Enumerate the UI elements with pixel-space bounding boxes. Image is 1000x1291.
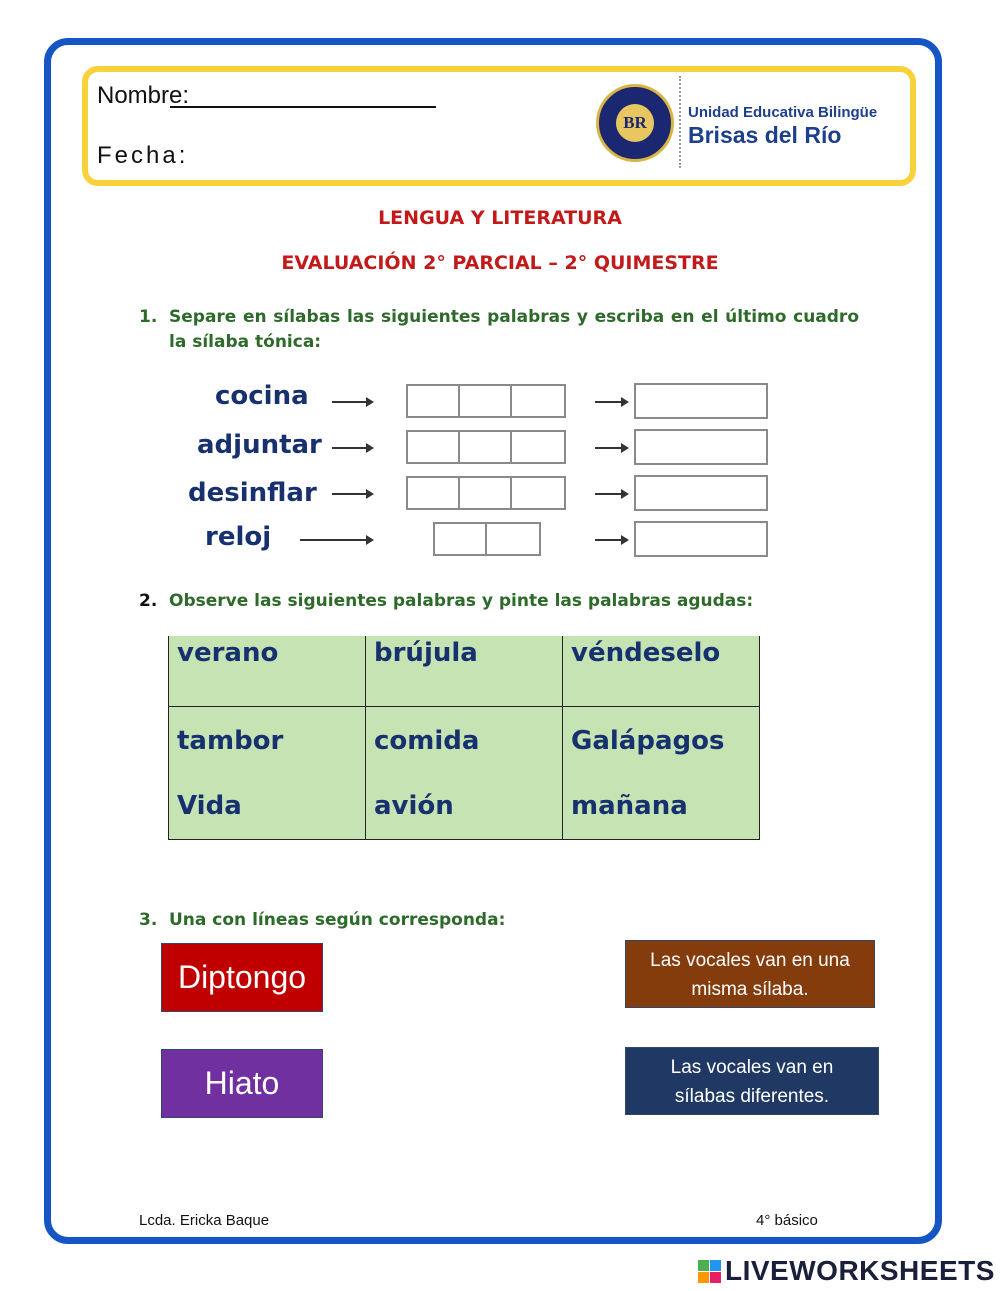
liveworksheets-logo: [698, 1256, 995, 1286]
syllable-boxes-desinflar: [406, 476, 566, 510]
nombre-label: Nombre:: [97, 82, 190, 109]
q1-text: Separe en sílabas las siguientes palabras y escriba en el último cuadro la sílaba tónica:: [169, 307, 859, 352]
arrow-right-icon: [595, 447, 627, 449]
syllable-input[interactable]: [512, 386, 564, 416]
word-adjuntar: adjuntar: [197, 430, 322, 460]
word-cell: [563, 706, 760, 839]
syllable-input[interactable]: [512, 432, 564, 462]
word-manana[interactable]: mañana: [571, 790, 688, 821]
definition-different-syllables[interactable]: [625, 1047, 879, 1115]
word-cell: [366, 706, 563, 839]
syllable-input[interactable]: [408, 478, 460, 508]
q1-number: 1.: [139, 307, 158, 327]
word-avion[interactable]: avión: [374, 790, 454, 821]
word-vendeselo[interactable]: véndeselo: [571, 638, 721, 668]
syllable-input[interactable]: [512, 478, 564, 508]
syllable-input[interactable]: [408, 386, 460, 416]
word-cocina: cocina: [215, 381, 309, 411]
arrow-right-icon: [300, 539, 372, 541]
q3-text: Una con líneas según corresponda:: [169, 910, 506, 930]
syllable-input[interactable]: [460, 478, 512, 508]
arrow-right-icon: [595, 493, 627, 495]
word-desinflar: desinflar: [188, 478, 317, 508]
definition-line: sílabas diferentes.: [674, 1086, 830, 1107]
logo-square: [698, 1272, 709, 1283]
word-vida[interactable]: Vida: [177, 790, 242, 821]
syllable-boxes-reloj: [433, 522, 541, 556]
logo-square: [698, 1260, 709, 1271]
subject-title: LENGUA Y LITERATURA: [378, 207, 622, 229]
logo-square: [710, 1260, 721, 1271]
word-verano[interactable]: verano: [177, 638, 279, 668]
q3-instruction: [139, 908, 859, 933]
word-brujula[interactable]: brújula: [374, 638, 478, 668]
term-diptongo[interactable]: Diptongo: [161, 943, 323, 1012]
table-row: [169, 636, 760, 706]
syllable-boxes-cocina: [406, 384, 566, 418]
arrow-right-icon: [595, 401, 627, 403]
school-name-line1: Unidad Educativa Bilingüe: [688, 104, 878, 121]
arrow-right-icon: [332, 401, 372, 403]
word-comida[interactable]: comida: [374, 725, 480, 756]
nombre-input-line[interactable]: [170, 106, 436, 108]
syllable-input[interactable]: [460, 432, 512, 462]
q2-instruction: [139, 589, 859, 614]
liveworksheets-wordmark: LIVEWORKSHEETS: [725, 1255, 995, 1286]
word-tambor[interactable]: tambor: [177, 725, 284, 756]
fecha-label: Fecha:: [97, 142, 189, 169]
logo-divider: [679, 76, 681, 168]
syllable-input[interactable]: [460, 386, 512, 416]
definition-line: misma sílaba.: [691, 979, 809, 1000]
tonic-syllable-input[interactable]: [634, 475, 768, 511]
tonic-syllable-input[interactable]: [634, 521, 768, 557]
term-hiato[interactable]: Hiato: [161, 1049, 323, 1118]
q2-text: Observe las siguientes palabras y pinte las palabras agudas:: [169, 591, 754, 611]
school-seal-logo: [596, 84, 674, 162]
syllable-input[interactable]: [487, 524, 539, 554]
word-cell[interactable]: [563, 636, 760, 706]
arrow-right-icon: [595, 539, 627, 541]
word-cell: [169, 706, 366, 839]
evaluation-title: EVALUACIÓN 2° PARCIAL – 2° QUIMESTRE: [281, 252, 719, 274]
syllable-input[interactable]: [408, 432, 460, 462]
word-cell[interactable]: [169, 636, 366, 706]
tonic-syllable-input[interactable]: [634, 429, 768, 465]
school-name-line2: Brisas del Río: [688, 122, 842, 148]
logo-square: [710, 1272, 721, 1283]
grade-label: 4° básico: [756, 1212, 818, 1229]
word-reloj: reloj: [205, 522, 272, 552]
q2-number: 2.: [139, 591, 158, 611]
syllable-boxes-adjuntar: [406, 430, 566, 464]
definition-same-syllable[interactable]: [625, 940, 875, 1008]
table-row: [169, 706, 760, 839]
liveworksheets-icon: [698, 1260, 721, 1283]
q3-number: 3.: [139, 910, 158, 930]
teacher-name: Lcda. Ericka Baque: [139, 1212, 270, 1229]
q1-instruction: [139, 305, 859, 355]
arrow-right-icon: [332, 493, 372, 495]
definition-line: Las vocales van en una: [650, 950, 850, 971]
syllable-input[interactable]: [435, 524, 487, 554]
word-cell[interactable]: [366, 636, 563, 706]
arrow-right-icon: [332, 447, 372, 449]
logo-initials: BR: [616, 104, 654, 142]
tonic-syllable-input[interactable]: [634, 383, 768, 419]
word-galapagos[interactable]: Galápagos: [571, 725, 725, 756]
definition-line: Las vocales van en: [670, 1057, 834, 1078]
word-table: [168, 636, 760, 840]
